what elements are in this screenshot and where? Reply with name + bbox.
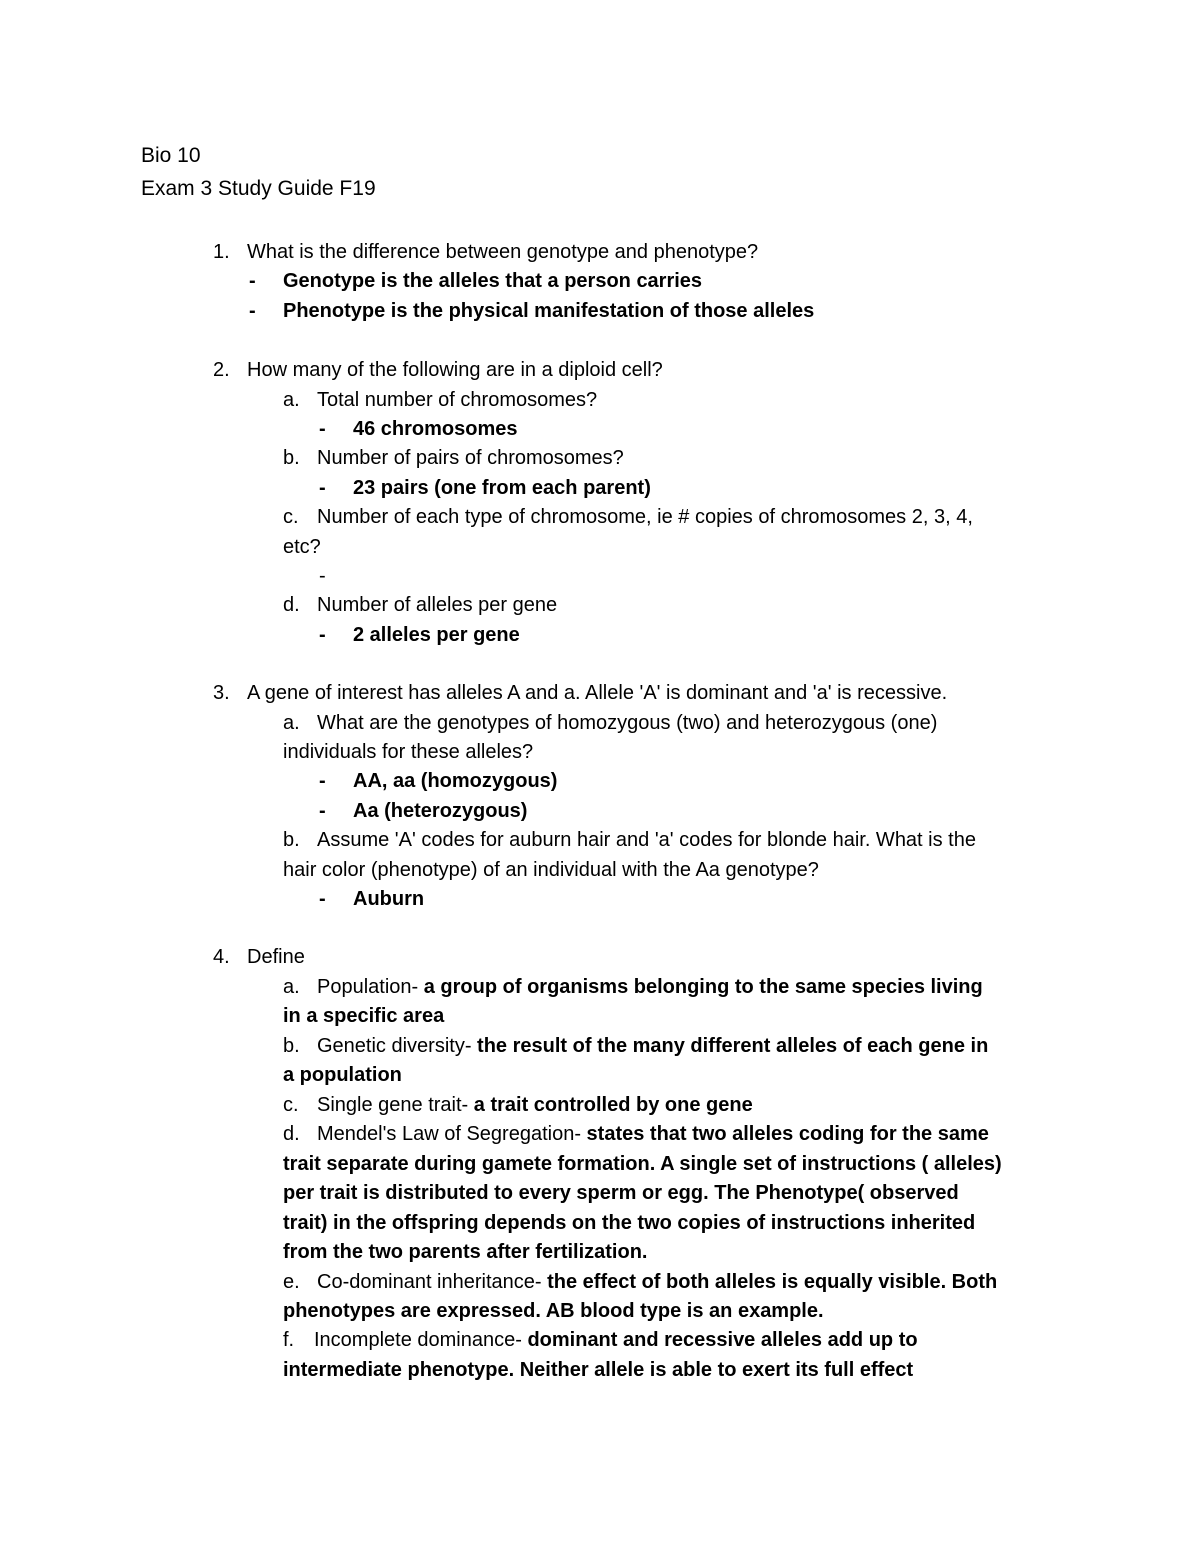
- answer-text: 46 chromosomes: [353, 418, 518, 440]
- sub-label: e.: [283, 1271, 300, 1293]
- term: Single gene trait-: [317, 1094, 469, 1116]
- course-title: Bio 10: [141, 144, 201, 167]
- question-number: 3.: [213, 682, 230, 704]
- sub-question-text-cont: hair color (phenotype) of an individual with the Aa genotype?: [283, 859, 819, 881]
- sub-label: c.: [283, 506, 299, 528]
- dash: -: [319, 888, 326, 910]
- answer-text: AA, aa (homozygous): [353, 770, 558, 792]
- answer-text: 2 alleles per gene: [353, 624, 520, 646]
- question-2-text: How many of the following are in a diploid cell?: [247, 359, 663, 381]
- question-number: 4.: [213, 946, 230, 968]
- question-3-text: A gene of interest has alleles A and a. Allele 'A' is dominant and 'a' is recessive.: [247, 682, 948, 704]
- definition-d: [283, 1122, 989, 1146]
- dash: -: [319, 800, 326, 822]
- sub-label: b.: [283, 829, 300, 851]
- dash: -: [319, 770, 326, 792]
- definition-f: [283, 1328, 918, 1352]
- sub-label: b.: [283, 1035, 300, 1057]
- sub-question-text: What are the genotypes of homozygous (two) and heterozygous (one): [317, 712, 938, 734]
- term: Mendel's Law of Segregation-: [317, 1123, 581, 1145]
- dash: -: [249, 300, 256, 322]
- question-number: 2.: [213, 359, 230, 381]
- definition-a: [283, 975, 983, 999]
- sub-label: b.: [283, 447, 300, 469]
- definition-text: a group of organisms belonging to the same species living: [418, 976, 983, 998]
- question-number: 1.: [213, 241, 230, 263]
- definition-text-cont: trait) in the offspring depends on the two copies of instructions inherited: [283, 1212, 976, 1234]
- definition-c: [283, 1093, 753, 1117]
- answer-text: Aa (heterozygous): [353, 800, 528, 822]
- sub-label: c.: [283, 1094, 299, 1116]
- answer-text: Auburn: [353, 888, 425, 910]
- sub-question-text: Assume 'A' codes for auburn hair and 'a' codes for blonde hair. What is the: [317, 829, 976, 851]
- sub-label: f.: [283, 1329, 295, 1351]
- term: Co-dominant inheritance-: [317, 1271, 542, 1293]
- definition-text-cont: a population: [283, 1064, 402, 1086]
- term: Population-: [317, 976, 419, 998]
- definition-text-cont: trait separate during gamete formation. A single set of instructions ( alleles): [283, 1153, 1002, 1175]
- dash: -: [319, 624, 326, 646]
- definition-text-cont: intermediate phenotype. Neither allele is able to exert its full effect: [283, 1359, 914, 1381]
- answer-text: 23 pairs (one from each parent): [353, 477, 651, 499]
- dash: -: [319, 565, 326, 587]
- definition-text: states that two alleles coding for the same: [580, 1123, 989, 1145]
- definition-text-cont: in a specific area: [283, 1005, 445, 1027]
- sub-label: d.: [283, 1123, 300, 1145]
- sub-question-text: Number of alleles per gene: [317, 594, 558, 616]
- definition-text: a trait controlled by one gene: [468, 1094, 753, 1116]
- document-title: Exam 3 Study Guide F19: [141, 177, 376, 200]
- sub-label: a.: [283, 712, 300, 734]
- dash: -: [319, 477, 326, 499]
- definition-text-cont: from the two parents after fertilization.: [283, 1241, 648, 1263]
- sub-label: d.: [283, 594, 300, 616]
- definition-text-cont: phenotypes are expressed. AB blood type is an example.: [283, 1300, 824, 1322]
- sub-question-text-cont: etc?: [283, 536, 321, 558]
- definition-e: [283, 1270, 997, 1294]
- definition-text: the result of the many different alleles of each gene in: [471, 1035, 989, 1057]
- definition-text-cont: per trait is distributed to every sperm or egg. The Phenotype( observed: [283, 1182, 959, 1204]
- sub-question-text: Number of each type of chromosome, ie # copies of chromosomes 2, 3, 4,: [317, 506, 973, 528]
- dash: -: [249, 270, 256, 292]
- answer-text: Phenotype is the physical manifestation of those alleles: [283, 300, 815, 322]
- question-4-text: Define: [247, 946, 305, 968]
- definition-b: [283, 1034, 988, 1058]
- term: Genetic diversity-: [317, 1035, 472, 1057]
- sub-question-text: Total number of chromosomes?: [317, 389, 598, 411]
- dash: -: [319, 418, 326, 440]
- definition-text: the effect of both alleles is equally visible. Both: [541, 1271, 998, 1293]
- sub-label: a.: [283, 389, 300, 411]
- answer-text: Genotype is the alleles that a person carries: [283, 270, 703, 292]
- definition-text: dominant and recessive alleles add up to: [521, 1329, 918, 1351]
- sub-question-text: Number of pairs of chromosomes?: [317, 447, 624, 469]
- question-1-text: What is the difference between genotype and phenotype?: [247, 241, 759, 263]
- sub-question-text-cont: individuals for these alleles?: [283, 741, 534, 763]
- term: Incomplete dominance-: [314, 1329, 522, 1351]
- sub-label: a.: [283, 976, 300, 998]
